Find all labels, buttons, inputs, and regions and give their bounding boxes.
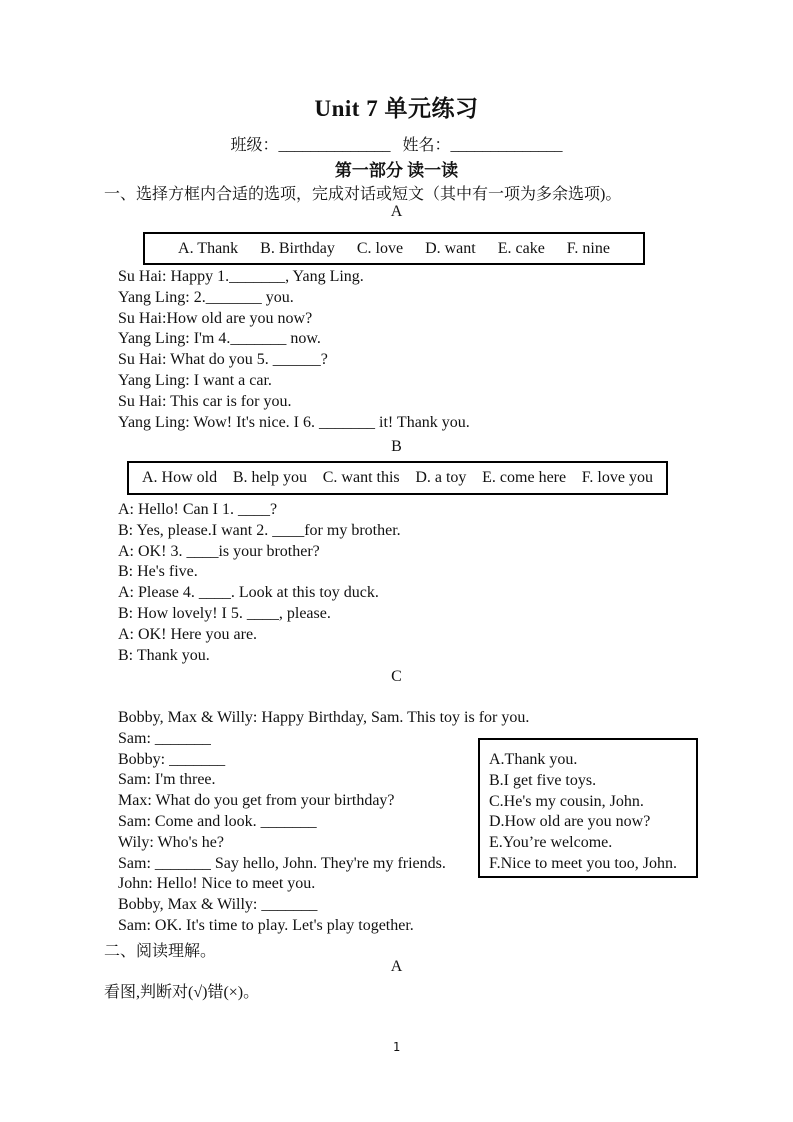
dialog-line: Su Hai:How old are you now? (118, 309, 313, 327)
section-b-label: B (391, 438, 402, 455)
answer-option: F.Nice to meet you too, John. (489, 854, 678, 872)
options-box-b (127, 461, 668, 495)
answer-options-box (478, 738, 698, 878)
dialog-line: Sam: OK. It's time to play. Let's play together. (118, 916, 414, 934)
dialog-line: Max: What do you get from your birthday? (118, 792, 395, 810)
exercise-one-instruction: 一、选择方框内合适的选项，完成对话或短文（其中有一项为多余选项)。 (104, 186, 622, 203)
dialog-line: Su Hai: What do you 5. ______? (118, 351, 328, 369)
exercise-two-heading: 二、阅读理解。 (104, 943, 217, 960)
dialog-line: A: OK! 3. ____is your brother? (118, 542, 320, 560)
option-item: A. Thank (178, 239, 239, 257)
dialog-line: John: Hello! Nice to meet you. (118, 875, 316, 893)
dialog-line: Yang Ling: 2._______ you. (118, 288, 294, 306)
answer-option: E.You’re welcome. (489, 834, 613, 852)
dialog-line: Bobby, Max & Willy: _______ (118, 896, 318, 914)
section-a-label: A (390, 203, 403, 220)
dialog-line: A: Please 4. ____. Look at this toy duck. (118, 584, 379, 602)
name-blank: ______________ (450, 137, 563, 154)
class-blank: ______________ (278, 137, 391, 154)
worksheet-title: Unit 7 单元练习 (314, 96, 479, 121)
dialog-line: Bobby: _______ (118, 750, 226, 768)
dialog-line: B: He's five. (118, 563, 198, 581)
dialog-line: Sam: I'm three. (118, 771, 216, 789)
dialog-line: Sam: Come and look. _______ (118, 812, 317, 830)
option-item: C. love (356, 239, 404, 257)
page-number: 1 (392, 1040, 401, 1054)
name-label: 姓名： (402, 137, 451, 154)
answer-option: C.He's my cousin, John. (489, 792, 644, 810)
dialog-b (118, 500, 401, 666)
dialog-line: Yang Ling: I'm 4._______ now. (118, 330, 321, 348)
option-item: B. help you (232, 469, 308, 486)
dialog-line: A: OK! Here you are. (118, 625, 258, 643)
option-item: E. cake (497, 239, 545, 257)
option-item: B. Birthday (260, 239, 335, 257)
dialog-line: Bobby, Max & Willy: Happy Birthday, Sam. This toy is for you. (118, 709, 530, 726)
dialog-line: A: Hello! Can I 1. ____? (118, 501, 278, 518)
exercise-two-instruction: 看图,判断对(√)错(×)。 (104, 984, 260, 1001)
option-item: D. a toy (415, 469, 467, 486)
class-name-line (0, 132, 793, 155)
dialog-line: B: How lovely! I 5. ____, please. (118, 604, 331, 622)
dialog-line: B: Yes, please.I want 2. ____for my brother. (118, 521, 401, 539)
dialog-line: B: Thank you. (118, 646, 210, 664)
dialog-line: Su Hai: Happy 1._______, Yang Ling. (118, 268, 364, 285)
answer-option: B.I get five toys. (489, 771, 597, 789)
part-one-title: 第一部分 读一读 (334, 161, 459, 180)
dialog-a (118, 267, 470, 433)
dialog-line: Yang Ling: Wow! It's nice. I 6. _______ it! Thank you. (118, 413, 470, 431)
section-c-label: C (391, 668, 402, 685)
option-item: C. want this (322, 469, 400, 486)
dialog-line: Sam: _______ (118, 729, 211, 747)
option-item: F. love you (581, 469, 653, 486)
answer-option: D.How old are you now? (489, 813, 651, 831)
answer-option: A.Thank you. (489, 751, 578, 768)
option-item: A. How old (142, 469, 218, 486)
option-item: F. nine (566, 239, 610, 257)
dialog-line: Yang Ling: I want a car. (118, 371, 272, 389)
options-box-a (143, 232, 645, 265)
section-two-a-label: A (390, 958, 403, 975)
option-item: E. come here (482, 469, 567, 486)
dialog-line: Wily: Who's he? (118, 833, 224, 851)
class-label: 班级： (230, 137, 279, 154)
dialog-line: Su Hai: This car is for you. (118, 392, 292, 410)
dialog-line: Sam: _______ Say hello, John. They're my friends. (118, 854, 446, 872)
dialog-c (118, 708, 529, 937)
option-item: D. want (425, 239, 476, 257)
